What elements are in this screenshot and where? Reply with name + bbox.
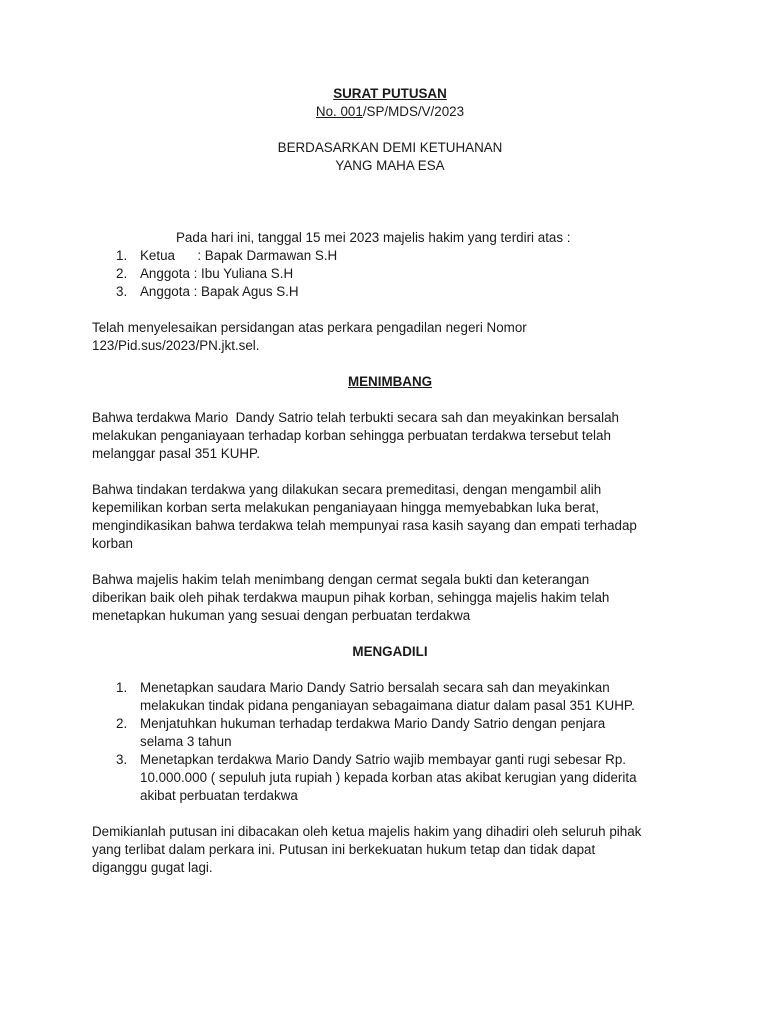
invocation-line-2: YANG MAHA ESA [335,158,445,173]
list-item: 3. Anggota : Bapak Agus S.H [116,284,299,299]
document-page [92,85,688,877]
document-number-prefix: No. 001 [315,104,363,119]
verdict-list [92,679,688,805]
mengadili-heading: MENGADILI [352,644,428,659]
invocation-line-1: BERDASARKAN DEMI KETUHANAN [277,140,503,155]
case-line-1: Telah menyelesaikan persidangan atas perkara pengadilan negeri Nomor [92,320,527,335]
menimbang-paragraph-1: Bahwa terdakwa Mario Dandy Satrio telah terbukti secara sah dan meyakinkan bersalah melakukan penganiayaan terhadap korban sehingga perbuatan terdakwa tersebut telah melanggar pasal 351 KUHP. [92,410,619,461]
list-item: 2. Menjatuhkan hukuman terhadap terdakwa Mario Dandy Satrio dengan penjara selama 3 tahun [116,716,606,749]
list-item: 1. Menetapkan saudara Mario Dandy Satrio bersalah secara sah dan meyakinkan melakukan tindak pidana penganiayan sebagaimana diatur dalam pasal 351 KUHP. [116,680,635,713]
menimbang-heading: MENIMBANG [347,374,433,389]
closing-paragraph: Demikianlah putusan ini dibacakan oleh ketua majelis hakim yang dihadiri oleh seluruh pihak yang terlibat dalam perkara ini. Putusan ini berkekuatan hukum tetap dan tidak dapat diganggu gugat lagi. [92,824,642,875]
list-item: 2. Anggota : Ibu Yuliana S.H [116,266,294,281]
menimbang-paragraph-3: Bahwa majelis hakim telah menimbang dengan cermat segala bukti dan keterangan diberikan baik oleh pihak terdakwa maupun pihak korban, sehingga majelis hakim telah menetapkan hukuman yang sesuai dengan perbuatan terdakwa [92,572,610,623]
document-title: SURAT PUTUSAN [333,86,447,101]
menimbang-paragraph-2: Bahwa tindakan terdakwa yang dilakukan secara premeditasi, dengan mengambil alih kepemilikan korban serta melakukan penganiayaan hingga memyebabkan luka berat, mengindikasikan bahwa terdakwa telah mempunyai rasa kasih sayang dan empati terhadap korban [92,482,637,551]
document-number [92,103,688,121]
judges-list [92,247,688,301]
case-line-2: 123/Pid.sus/2023/PN.jkt.sel. [92,338,260,353]
document-number-suffix: /SP/MDS/V/2023 [362,104,465,119]
intro-sentence: Pada hari ini, tanggal 15 mei 2023 majelis hakim yang terdiri atas : [176,230,571,245]
list-item: 3. Menetapkan terdakwa Mario Dandy Satrio wajib membayar ganti rugi sebesar Rp. 10.000.000 ( sepuluh juta rupiah ) kepada korban atas akibat kerugian yang diderita akibat perbuatan terdakwa [116,752,637,803]
list-item: 1. Ketua : Bapak Darmawan S.H [116,248,338,263]
